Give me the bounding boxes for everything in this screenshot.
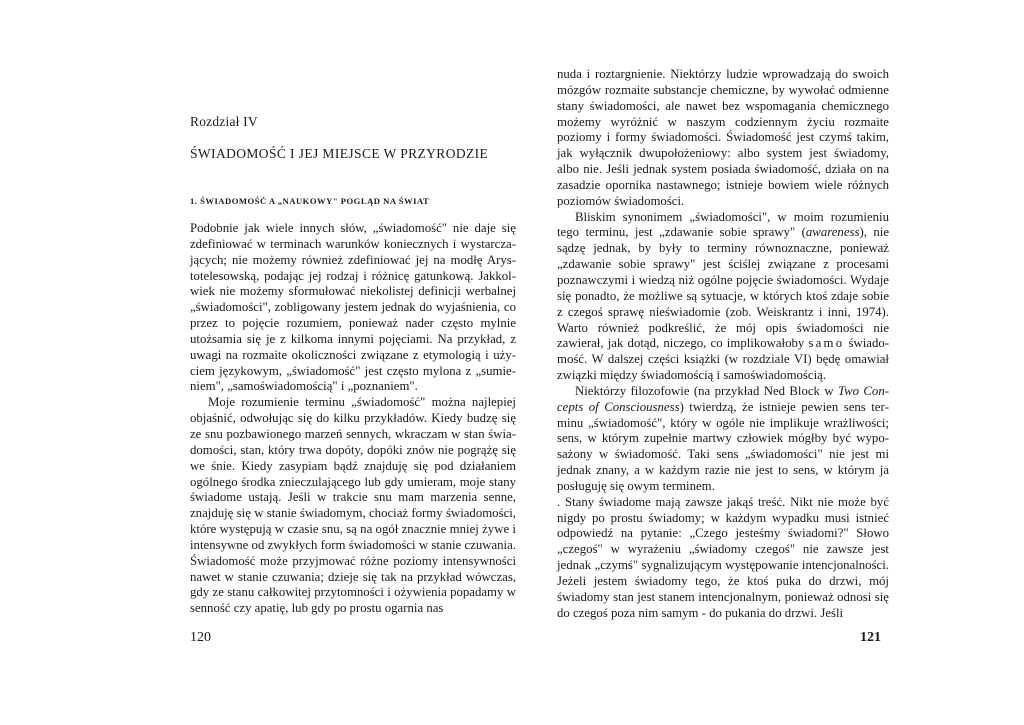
- chapter-title: ŚWIADOMOŚĆ I JEJ MIEJSCE W PRZYRODZIE: [190, 146, 489, 161]
- text-run: ) twierdzą, że istnieje pewien sens terminu „świadomość", który w ogóle nie implikuje wrażliwości; sens, w którym zupełnie martwy człowiek mógłby być wyposażony w świadomość. Taki sens „świadomości" nie jest mi jednak znany, a w każdym razie nie jest to sens, w którym ja posługuję się owym terminem.: [557, 399, 889, 493]
- paragraph: [557, 210, 889, 384]
- text-run: Niektórzy filozofowie (na przykład Ned Block w: [575, 383, 838, 398]
- book-title: Two Concepts of Consciousness: [557, 383, 889, 414]
- italic-term: awareness: [805, 225, 860, 240]
- page-number: 121: [860, 630, 881, 645]
- right-text-column: [557, 67, 889, 622]
- right-page: [512, 0, 1024, 725]
- text-run: Bliskim synonimem „świadomości", w moim rozumieniu tego terminu, jest „zdawanie sobie sprawy" (: [557, 209, 889, 240]
- text-run: ), nie sądzę jednak, by były to terminy równoznaczne, ponieważ „zdawanie sobie sprawy" jest ściślej związane z procesami poznawczymi i wiedzą niż ogólne pojęcie świadomości. Wydaje się ponadto, że możliwe są sytuacje, w których ktoś zdaje sobie z czegoś sprawę nieświadomie (zob. Weiskrantz i inni, 1974). Warto również podkreślić, że mój opis świadomości nie zawierał, jak dotąd, niczego, co implikowałoby: [557, 225, 890, 351]
- spaced-term: samo: [808, 336, 845, 351]
- paragraph: [557, 384, 889, 495]
- chapter-label: Rozdział IV: [190, 114, 258, 129]
- paragraph: Moje rozumienie terminu „świadomość" można najlepiej objaśnić, odwołując się do kilku przykładów. Kiedy budzę się ze snu pozbawionego marzeń sennych, wkraczam w stan świadomości, stan, który trwa dopóty, dopóki znów nie pogrążę się we śnie. Kiedy zasypiam bądź znajduję się pod działaniem ogólnego środka znieczulającego lub gdy umieram, moje stany świadome ustają. Jeśli w trakcie snu mam marzenia senne, znajduję się w stanie świadomym, chociaż formy świadomości, które występują w czasie snu, są na ogół znacznie mniej żywe i intensywne od zwykłych form świadomości w stanie czuwania. Świadomość może przyjmować różne poziomy intensywności nawet w stanie czuwania; dzieje się tak na przykład wówczas, gdy ze stanu całkowitej przytomności i ożywienia popadamy w senność czy apatię, lub gdy po prostu ogarnia nas: [190, 395, 516, 616]
- paragraph: Podobnie jak wiele innych słów, „świadomość" nie daje się zdefiniować w terminach warunków koniecznych i wystarczających; nie możemy również zdefiniować jej na modłę Arystotelesowską, podając jej rodzaj i różnicę gatunkową. Jakkolwiek nie możemy sformułować niekolistej definicji werbalnej „świadomości", zobligowany jestem jednak do wyjaśnienia, co przez to pojęcie rozumiem, ponieważ nader często mylnie utożsamia się je z kilkoma innymi pojęciami. Na przykład, z uwagi na rozmaite okoliczności związane z etymologią i użyciem językowym, „świadomość" jest często mylona z „sumieniem", „samoświadomością" i „poznaniem".: [190, 221, 516, 394]
- left-text-column: [190, 221, 516, 617]
- paragraph: . Stany świadome mają zawsze jakąś treść. Nikt nie może być nigdy po prostu świadomy; w każdym wypadku musi istnieć odpowiedź na pytanie: „Czego jesteśmy świadomi?" Słowo „czegoś" w wyrażeniu „świadomy czegoś" nie zawsze jest jednak „czymś" sygnalizującym występowanie intencjonalności. Jeżeli jestem świadomy tego, że ktoś puka do drzwi, mój świadomy stan jest stanem intencjonalnym, ponieważ odnosi się do czegoś poza nim samym - do pukania do drzwi. Jeśli: [557, 494, 889, 620]
- page-number: 120: [190, 630, 211, 645]
- paragraph: nuda i roztargnienie. Niektórzy ludzie wprowadzają do swoich mózgów rozmaite substancje chemiczne, by wywołać odmienne stany świadomości, ale nawet bez wspomagania chemicznego możemy wyróżnić w naszym codziennym życiu rozmaite poziomy i formy świadomości. Świadomość jest czymś takim, jak wyłącznik dwupołożeniowy: albo system jest świadomy, albo nie. Jeśli jednak system posiada świadomość, działa on na zasadzie opornika nastawnego; istnieje bowiem wiele różnych poziomów świadomości.: [557, 67, 889, 208]
- text-run: świadomość. W dalszej części książki (w rozdziale VI) będę omawiał związki między świadomością i samoświadomością.: [557, 336, 890, 383]
- section-title: 1. ŚWIADOMOŚĆ A „NAUKOWY" POGLĄD NA ŚWIAT: [190, 196, 430, 206]
